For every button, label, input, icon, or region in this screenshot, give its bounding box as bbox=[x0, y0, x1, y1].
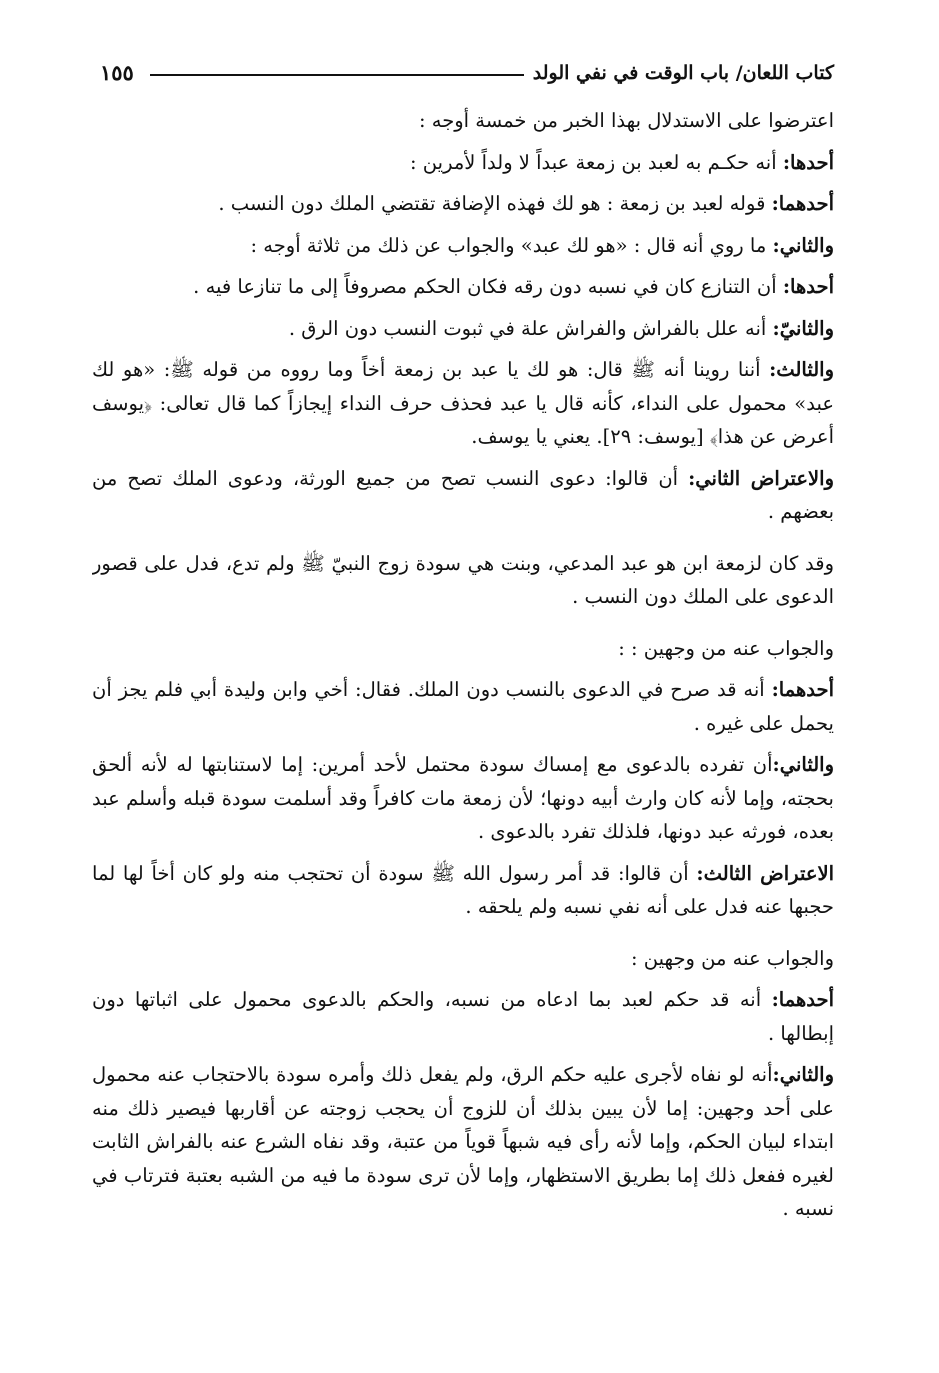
paragraph bbox=[92, 632, 834, 666]
paragraph-lead: والاعتراض الثاني: bbox=[688, 466, 834, 490]
paragraph-lead: أحدهما: bbox=[771, 192, 834, 215]
paragraph bbox=[92, 462, 834, 529]
page-number: ١٥٥ bbox=[100, 60, 134, 85]
paragraph-text: أن قالوا: قد أمر رسول الله ﷺ سودة أن تحتجب منه ولو كان أخاً لها لما حجبها عنه فدل على أنه نفي نسبه ولم يلحقه . bbox=[92, 861, 834, 918]
paragraph-text: أنه قد حكم لعبد بما ادعاه من نسبه، والحكم بالدعوى محمول على اثباتها دون إبطالها . bbox=[92, 988, 834, 1045]
paragraph-text: أنه لو نفاه لأجرى عليه حكم الرق، ولم يفعل ذلك وأمره سودة بالاحتجاب عنه محمول على أحد وجهين: إما لأن يبين بذلك أن للزوج أن يحجب زوجته عن أقاربها فيصير ذلك منه ابتداء لبيان الحكم، وإما لأنه رأى فيه شبهاً قوياً من عتبة، وقد نفاه الشرع عنه بالفراش الثابت لغيره ففعل ذلك إما بطريق الاستظهار، وإما لأن ترى سودة ما فيه من الشبه بعتبة فترتاب في نسبه . bbox=[92, 1063, 834, 1220]
paragraph bbox=[92, 353, 834, 454]
paragraph-text: أن التنازع كان في نسبه دون رقه فكان الحكم مصروفاً إلى ما تنازعا فيه . bbox=[193, 275, 783, 298]
paragraph-lead: أحدهما: bbox=[771, 988, 834, 1011]
paragraph-text: والجواب عنه من وجهين : : bbox=[618, 636, 834, 660]
paragraph-lead: أحدها: bbox=[782, 275, 834, 298]
paragraph-text: والجواب عنه من وجهين : bbox=[630, 946, 834, 970]
paragraph-text: قوله لعبد بن زمعة : هو لك فهذه الإضافة تقتضي الملك دون النسب . bbox=[218, 192, 772, 215]
paragraph bbox=[92, 229, 834, 263]
paragraph bbox=[92, 857, 834, 924]
paragraph-text: أن قالوا: دعوى النسب تصح من جميع الورثة، ودعوى الملك تصح من بعضهم . bbox=[92, 466, 834, 523]
header-rule bbox=[150, 74, 524, 76]
paragraph bbox=[92, 983, 834, 1050]
paragraph bbox=[92, 270, 834, 304]
paragraph bbox=[92, 673, 834, 740]
running-title: كتاب اللعان/ باب الوقت في نفي الولد bbox=[532, 62, 834, 84]
paragraph bbox=[92, 312, 834, 346]
paragraph-text: ما روي أنه قال : «هو لك عبد» والجواب عن ذلك من ثلاثة أوجه : bbox=[250, 233, 773, 257]
paragraph-lead: والثاني: bbox=[772, 233, 834, 257]
paragraph bbox=[92, 146, 834, 180]
paragraph bbox=[92, 748, 834, 849]
paragraph-text: أنه حكـم به لعبد بن زمعة عبداً لا ولداً لأمرين : bbox=[410, 150, 783, 174]
paragraph bbox=[92, 104, 834, 138]
paragraph bbox=[92, 1058, 834, 1226]
paragraph bbox=[92, 547, 834, 614]
paragraph-text: أننا روينا أنه ﷺ قال: هو لك يا عبد بن زمعة أخاً وما رووه من قوله ﷺ: «هو لك عبد» محمول على النداء، كأنه قال يا عبد فحذف حرف النداء إيجازاً كما قال تعالى: ﴿يوسف أعرض عن هذا﴾ [يوسف: ٢٩]. يعني يا يوسف. bbox=[92, 358, 834, 448]
paragraph-lead: والثاني: bbox=[772, 753, 834, 776]
paragraph-text: اعترضوا على الاستدلال بهذا الخبر من خمسة أوجه : bbox=[418, 109, 834, 132]
paragraph-lead: والثاني: bbox=[772, 1063, 834, 1086]
paragraph-lead: أحدهما: bbox=[771, 678, 834, 701]
paragraph-lead: الاعتراض الثالث: bbox=[696, 861, 834, 885]
page-header bbox=[92, 58, 834, 94]
paragraph-lead: أحدها: bbox=[782, 150, 834, 174]
paragraph bbox=[92, 187, 834, 221]
paragraph-text: أنه قد صرح في الدعوى بالنسب دون الملك. فقال: أخي وابن وليدة أبي فلم يجز أن يحمل على غيره . bbox=[92, 678, 834, 735]
paragraph-text: وقد كان لزمعة ابن هو عبد المدعي، وبنت هي سودة زوج النبيّ ﷺ ولم تدع، فدل على قصور الدعوى على الملك دون النسب . bbox=[92, 551, 834, 608]
paragraph-lead: والثالث: bbox=[769, 358, 834, 381]
paragraph-text: أن تفرده بالدعوى مع إمساك سودة محتمل لأحد أمرين: إما لاستنابتها له لأنه ألحق بحجته، وإما لأنه كان وارث أبيه دونها؛ لأن زمعة مات كافراً وقد أسلمت سودة قبله وأسلم عبد بعده، فورثه عبد دونها، فلذلك تفرد بالدعوى . bbox=[92, 753, 834, 843]
paragraph-lead: والثانيّ: bbox=[772, 316, 834, 340]
paragraph bbox=[92, 942, 834, 976]
paragraph-text: أنه علل بالفراش والفراش علة في ثبوت النسب دون الرق . bbox=[288, 316, 773, 340]
body-text bbox=[92, 104, 834, 1314]
